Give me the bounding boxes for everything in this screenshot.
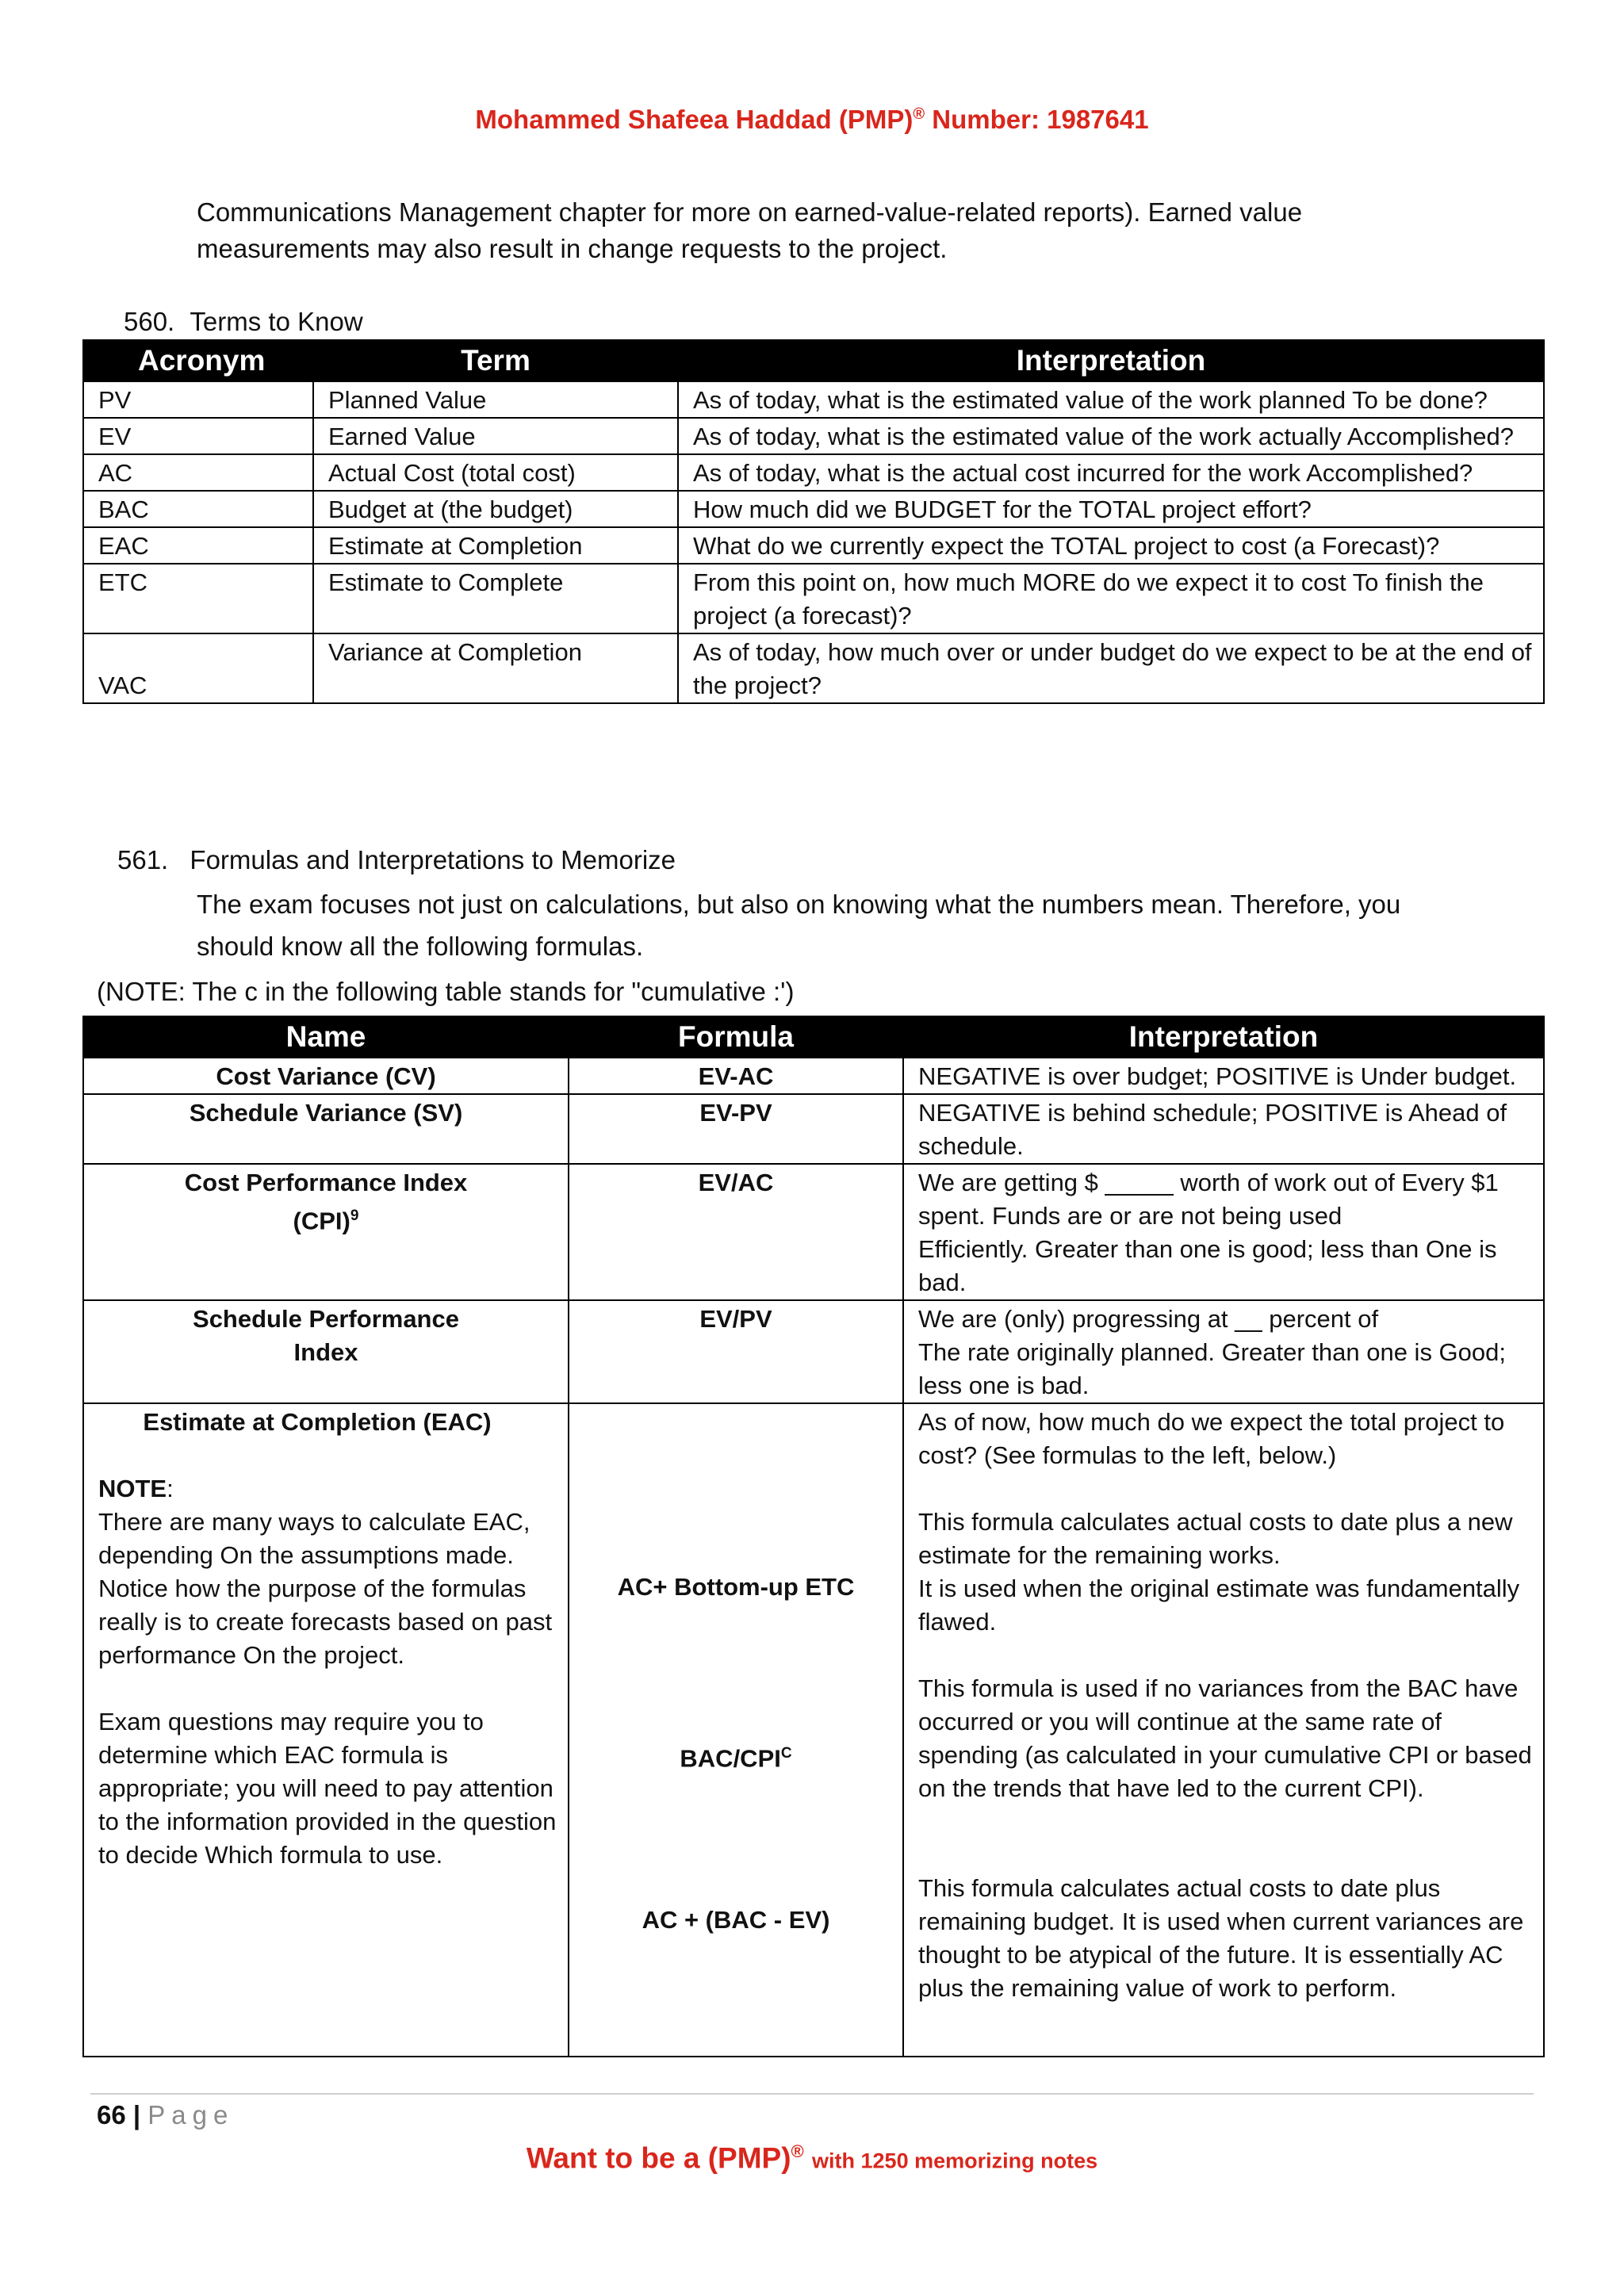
name-cell [83,1300,569,1403]
interpretation-cell: As of today, what is the estimated value of the work actually Accomplished? [678,418,1544,454]
section-561-intro [197,883,1400,967]
table-row [83,1058,1544,1094]
page-number [97,2099,234,2131]
eac-interpretation-cell [903,1403,1544,2057]
eac-name-cell [83,1403,569,2057]
interpretation-line-1: We are (only) progressing at __ percent of [918,1305,1379,1333]
interpretation-cell: NEGATIVE is over budget; POSITIVE is Under budget. [903,1058,1544,1094]
terms-table-header [83,340,1544,381]
table-row [83,418,1544,454]
term-cell: Actual Cost (total cost) [313,454,678,491]
eac-formula-cell [569,1403,903,2057]
header-author: Mohammed Shafeea Haddad (PMP) [475,105,914,134]
document-header [0,98,1624,136]
name-line-2: Index [293,1338,358,1366]
column-header-interpretation: Interpretation [903,1016,1544,1058]
table-row [83,1164,1544,1300]
name-cell [83,1164,569,1300]
table-row [83,454,1544,491]
eac-formula-cumulative-marker: C [780,1745,792,1762]
column-header-name: Name [83,1016,569,1058]
formulas-table-header [83,1016,1544,1058]
interpretation-line-2: Efficiently. Greater than one is good; less than One is bad. [918,1235,1497,1296]
page-number-value: 66 [97,2100,126,2130]
section-561-text-line-2: should know all the following formulas. [197,932,644,961]
term-cell: Earned Value [313,418,678,454]
eac-note-text-1: There are many ways to calculate EAC, depending On the assumptions made. Notice how the purpose of the formulas really is to create forecasts based on past performance On the project. [98,1508,553,1669]
footer-tagline [0,2134,1624,2178]
name-line-1: Cost Performance Index [184,1169,468,1196]
footer-tagline-main: Want to be a (PMP) [526,2141,791,2175]
cumulative-note: (NOTE: The c in the following table stands for "cumulative :') [97,977,795,1006]
formulas-table [82,1016,1545,2057]
name-cell: Cost Variance (CV) [83,1058,569,1094]
footer-tagline-small: with 1250 memorizing notes [812,2149,1098,2173]
acronym-cell: AC [83,454,313,491]
eac-note-label: NOTE [98,1475,167,1502]
column-header-acronym: Acronym [83,340,313,381]
name-cell: Schedule Variance (SV) [83,1094,569,1164]
section-561-text-line-1: The exam focuses not just on calculations, but also on knowing what the numbers mean. Therefore, you [197,890,1401,919]
footer-divider [90,2093,1534,2095]
page-number-separator: | [132,2100,141,2130]
table-row [83,381,1544,418]
eac-interpretation-bottom-up-b: It is used when the original estimate was fundamentally flawed. [918,1575,1520,1636]
table-row [83,1300,1544,1403]
formula-cell: EV-PV [569,1094,903,1164]
acronym-cell: BAC [83,491,313,527]
interpretation-cell [903,1300,1544,1403]
table-row-eac [83,1403,1544,2057]
table-row [83,564,1544,633]
section-560-heading [124,304,363,340]
eac-interpretation-intro: As of now, how much do we expect the total project to cost? (See formulas to the left, below.) [918,1408,1505,1469]
intro-paragraph [197,194,1302,267]
table-row [83,1094,1544,1164]
acronym-cell: ETC [83,564,313,633]
interpretation-cell: From this point on, how much MORE do we expect it to cost To finish the project (a forecast)? [678,564,1544,633]
table-row [83,633,1544,703]
interpretation-line-2: The rate originally planned. Greater than one is Good; less one is bad. [918,1338,1507,1399]
acronym-cell: VAC [83,633,313,703]
interpretation-cell: How much did we BUDGET for the TOTAL project effort? [678,491,1544,527]
eac-interpretation-atypical: This formula calculates actual costs to date plus remaining budget. It is used when current variances are thought to be atypical of the future. It is essentially AC plus the remaining value of work to perform. [918,1874,1524,2002]
formula-cell: EV-AC [569,1058,903,1094]
section-561-number: 561. [117,845,169,874]
formula-cell: EV/PV [569,1300,903,1403]
interpretation-cell [903,1164,1544,1300]
acronym-cell: EAC [83,527,313,564]
interpretation-line-1: We are getting $ _____ worth of work out of Every $1 spent. Funds are or are not being used [918,1169,1499,1230]
acronym-cell: PV [83,381,313,418]
name-line-1: Schedule Performance [193,1305,459,1333]
eac-formula-bottom-up: AC+ Bottom-up ETC [617,1573,855,1601]
eac-note-colon: : [167,1475,174,1502]
terms-table [82,339,1545,704]
eac-interpretation-bottom-up-a: This formula calculates actual costs to date plus a new estimate for the remaining works. [918,1508,1513,1569]
column-header-term: Term [313,340,678,381]
interpretation-cell: As of today, what is the actual cost incurred for the work Accomplished? [678,454,1544,491]
footnote-marker: 9 [350,1207,359,1224]
column-header-formula: Formula [569,1016,903,1058]
eac-note-text-2: Exam questions may require you to determine which EAC formula is appropriate; you will need to pay attention to the information provided in the question to decide Which formula to use. [98,1708,557,1869]
eac-formula-bac-cpi-text: BAC/CPI [680,1744,781,1773]
term-cell: Budget at (the budget) [313,491,678,527]
acronym-cell: EV [83,418,313,454]
eac-formula-bac-cpi [569,1737,902,1775]
header-number: Number: 1987641 [932,105,1149,134]
footer-registered-mark: ® [791,2141,804,2161]
eac-interpretation-bac-cpi: This formula is used if no variances from the BAC have occurred or you will continue at the same rate of spending (as calculated in your cumulative CPI or based on the trends that have led to the current CPI). [918,1674,1532,1802]
interpretation-cell: As of today, how much over or under budget do we expect to be at the end of the project? [678,633,1544,703]
formula-cell: EV/AC [569,1164,903,1300]
intro-line-2: measurements may also result in change requests to the project. [197,234,948,263]
page-word: Page [147,2100,235,2130]
intro-line-1: Communications Management chapter for more on earned-value-related reports). Earned value [197,197,1303,227]
eac-title: Estimate at Completion (EAC) [143,1408,492,1436]
column-header-interpretation: Interpretation [678,340,1544,381]
interpretation-cell: NEGATIVE is behind schedule; POSITIVE is Ahead of schedule. [903,1094,1544,1164]
name-line-2: (CPI) [293,1207,350,1235]
interpretation-cell: As of today, what is the estimated value of the work planned To be done? [678,381,1544,418]
table-row [83,527,1544,564]
table-row [83,491,1544,527]
interpretation-cell: What do we currently expect the TOTAL project to cost (a Forecast)? [678,527,1544,564]
section-561-title: Formulas and Interpretations to Memorize [190,845,676,874]
eac-formula-atypical: AC + (BAC - EV) [642,1906,830,1934]
header-registered-mark: ® [913,105,925,123]
section-560-title: Terms to Know [190,307,363,336]
term-cell: Estimate to Complete [313,564,678,633]
term-cell: Estimate at Completion [313,527,678,564]
section-561-heading [117,842,676,878]
section-560-number: 560. [124,307,175,336]
term-cell: Planned Value [313,381,678,418]
term-cell: Variance at Completion [313,633,678,703]
